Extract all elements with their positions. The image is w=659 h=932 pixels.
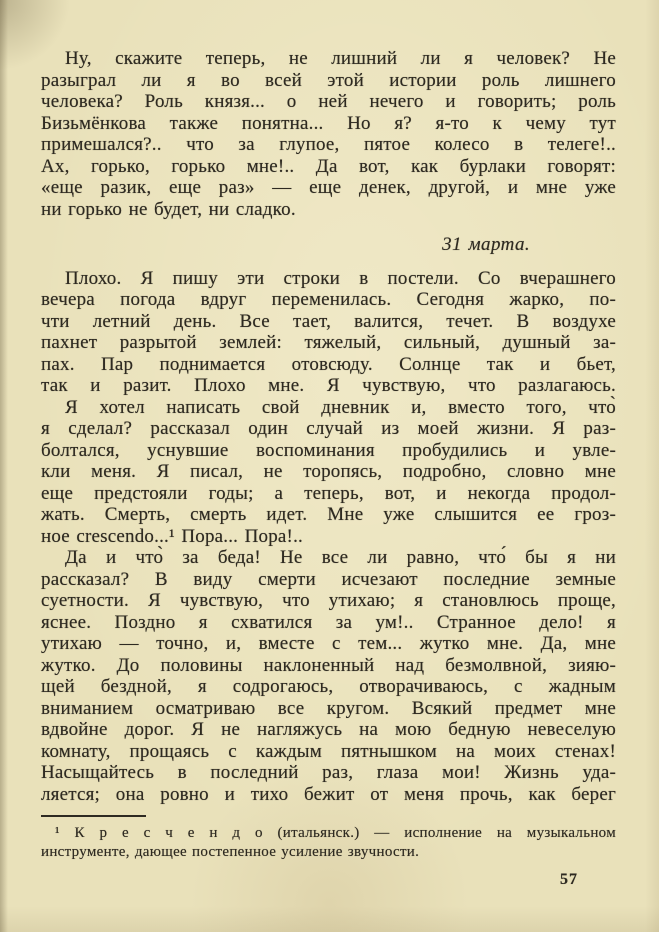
footnote-rule: [41, 815, 146, 817]
text-line: ляется; она ровно и тихо бежит от меня прочь, как берег: [41, 783, 616, 805]
paragraph: [41, 268, 616, 397]
text-line: Я хотел написать свой дневник и, вместо того, что̀: [65, 396, 616, 418]
text-line: кли меня. Я писал, не торопясь, подробно, словно мне: [41, 461, 616, 482]
text-line: пахнет разрытой землей: тяжелый, сильный, душный за-: [41, 332, 616, 353]
text-line: вниманием осматриваю все кругом. Всякий предмет мне: [41, 697, 616, 719]
text-line: Насыщайтесь в последний раз, глаза мои! Жизнь уда-: [41, 762, 616, 783]
paragraph: [41, 397, 616, 548]
page-body: [41, 48, 616, 805]
text-line: вечера погода вдруг переменилась. Сегодня жарко, по-: [41, 289, 616, 310]
text-line: человека? Роль князя... о ней нечего и говорить; роль: [41, 91, 616, 112]
text-line: вдвойне дорог. Я не нагляжусь на мою бедную невеселую: [41, 719, 616, 740]
page-number: 57: [560, 871, 578, 888]
text-line: разыграл ли я во всей этой истории роль лишнего: [41, 69, 616, 91]
text-line: щей бездной, я содрогаюсь, отворачиваюсь, с жадным: [41, 676, 616, 697]
text-line: так и разит. Плохо мне. Я чувствую, что разлагаюсь.: [41, 375, 616, 396]
text-line: пах. Пар поднимается отовсюду. Солнце так и бьет,: [41, 353, 616, 375]
text-line: примешался?.. что за глупое, пятое колесо в телеге!..: [41, 134, 616, 155]
text-line: я сделал? рассказал один случай из моей жизни. Я раз-: [41, 418, 616, 439]
date-heading: 31 марта.: [442, 234, 530, 255]
text-line: яснее. Поздно я схватился за ум!.. Странное дело! я: [41, 611, 616, 633]
text-line: ни горько не будет, ни сладко.: [41, 198, 296, 220]
paragraph: [41, 547, 616, 805]
text-line: «еще разик, еще раз» — еще денек, другой, и мне уже: [41, 177, 616, 198]
text-line: ное crescendo...¹ Пора... Пора!..: [41, 525, 303, 547]
text-line: жутко. До половины наклоненный над безмолвной, зияю-: [41, 654, 616, 676]
text-line: утихаю — точно, и, вместе с тем... жутко мне. Да, мне: [41, 633, 616, 654]
footnote: [41, 824, 616, 862]
text-line: Ах, горько, горько мне!.. Да вот, как бурлаки говорят:: [41, 155, 616, 177]
text-line: еще предстояли годы; а теперь, вот, и некогда продол-: [41, 482, 616, 504]
text-line: Бизьмёнкова также понятна... Но я? я-то к чему тут: [41, 112, 616, 134]
text-line: Ну, скажите теперь, не лишний ли я человек? Не: [65, 48, 616, 69]
text-line: ¹ К р е с ч е н д о (итальянск.) — исполнение на музыкальном: [55, 825, 616, 841]
text-line: комнату, прощаясь с каждым пятнышком на моих стенах!: [41, 740, 616, 762]
text-line: суетности. Я чувствую, что утихаю; я становлюсь проще,: [41, 590, 616, 611]
text-line: болтался, уснувшие воспоминания пробудились и увле-: [41, 439, 616, 461]
text-line: жать. Смерть, смерть идет. Мне уже слышится ее гроз-: [41, 504, 616, 525]
paragraph: [41, 48, 616, 220]
text-line: инструменте, дающее постепенное усиление звучности.: [41, 844, 420, 860]
text-line: Да и что̀ за беда! Не все ли равно, что́ бы я ни: [65, 547, 616, 568]
text-line: рассказал? В виду смерти исчезают последние земные: [41, 568, 616, 590]
text-line: чти летний день. Все тает, валится, течет. В воздухе: [41, 310, 616, 332]
text-line: Плохо. Я пишу эти строки в постели. Со вчерашнего: [65, 267, 616, 289]
